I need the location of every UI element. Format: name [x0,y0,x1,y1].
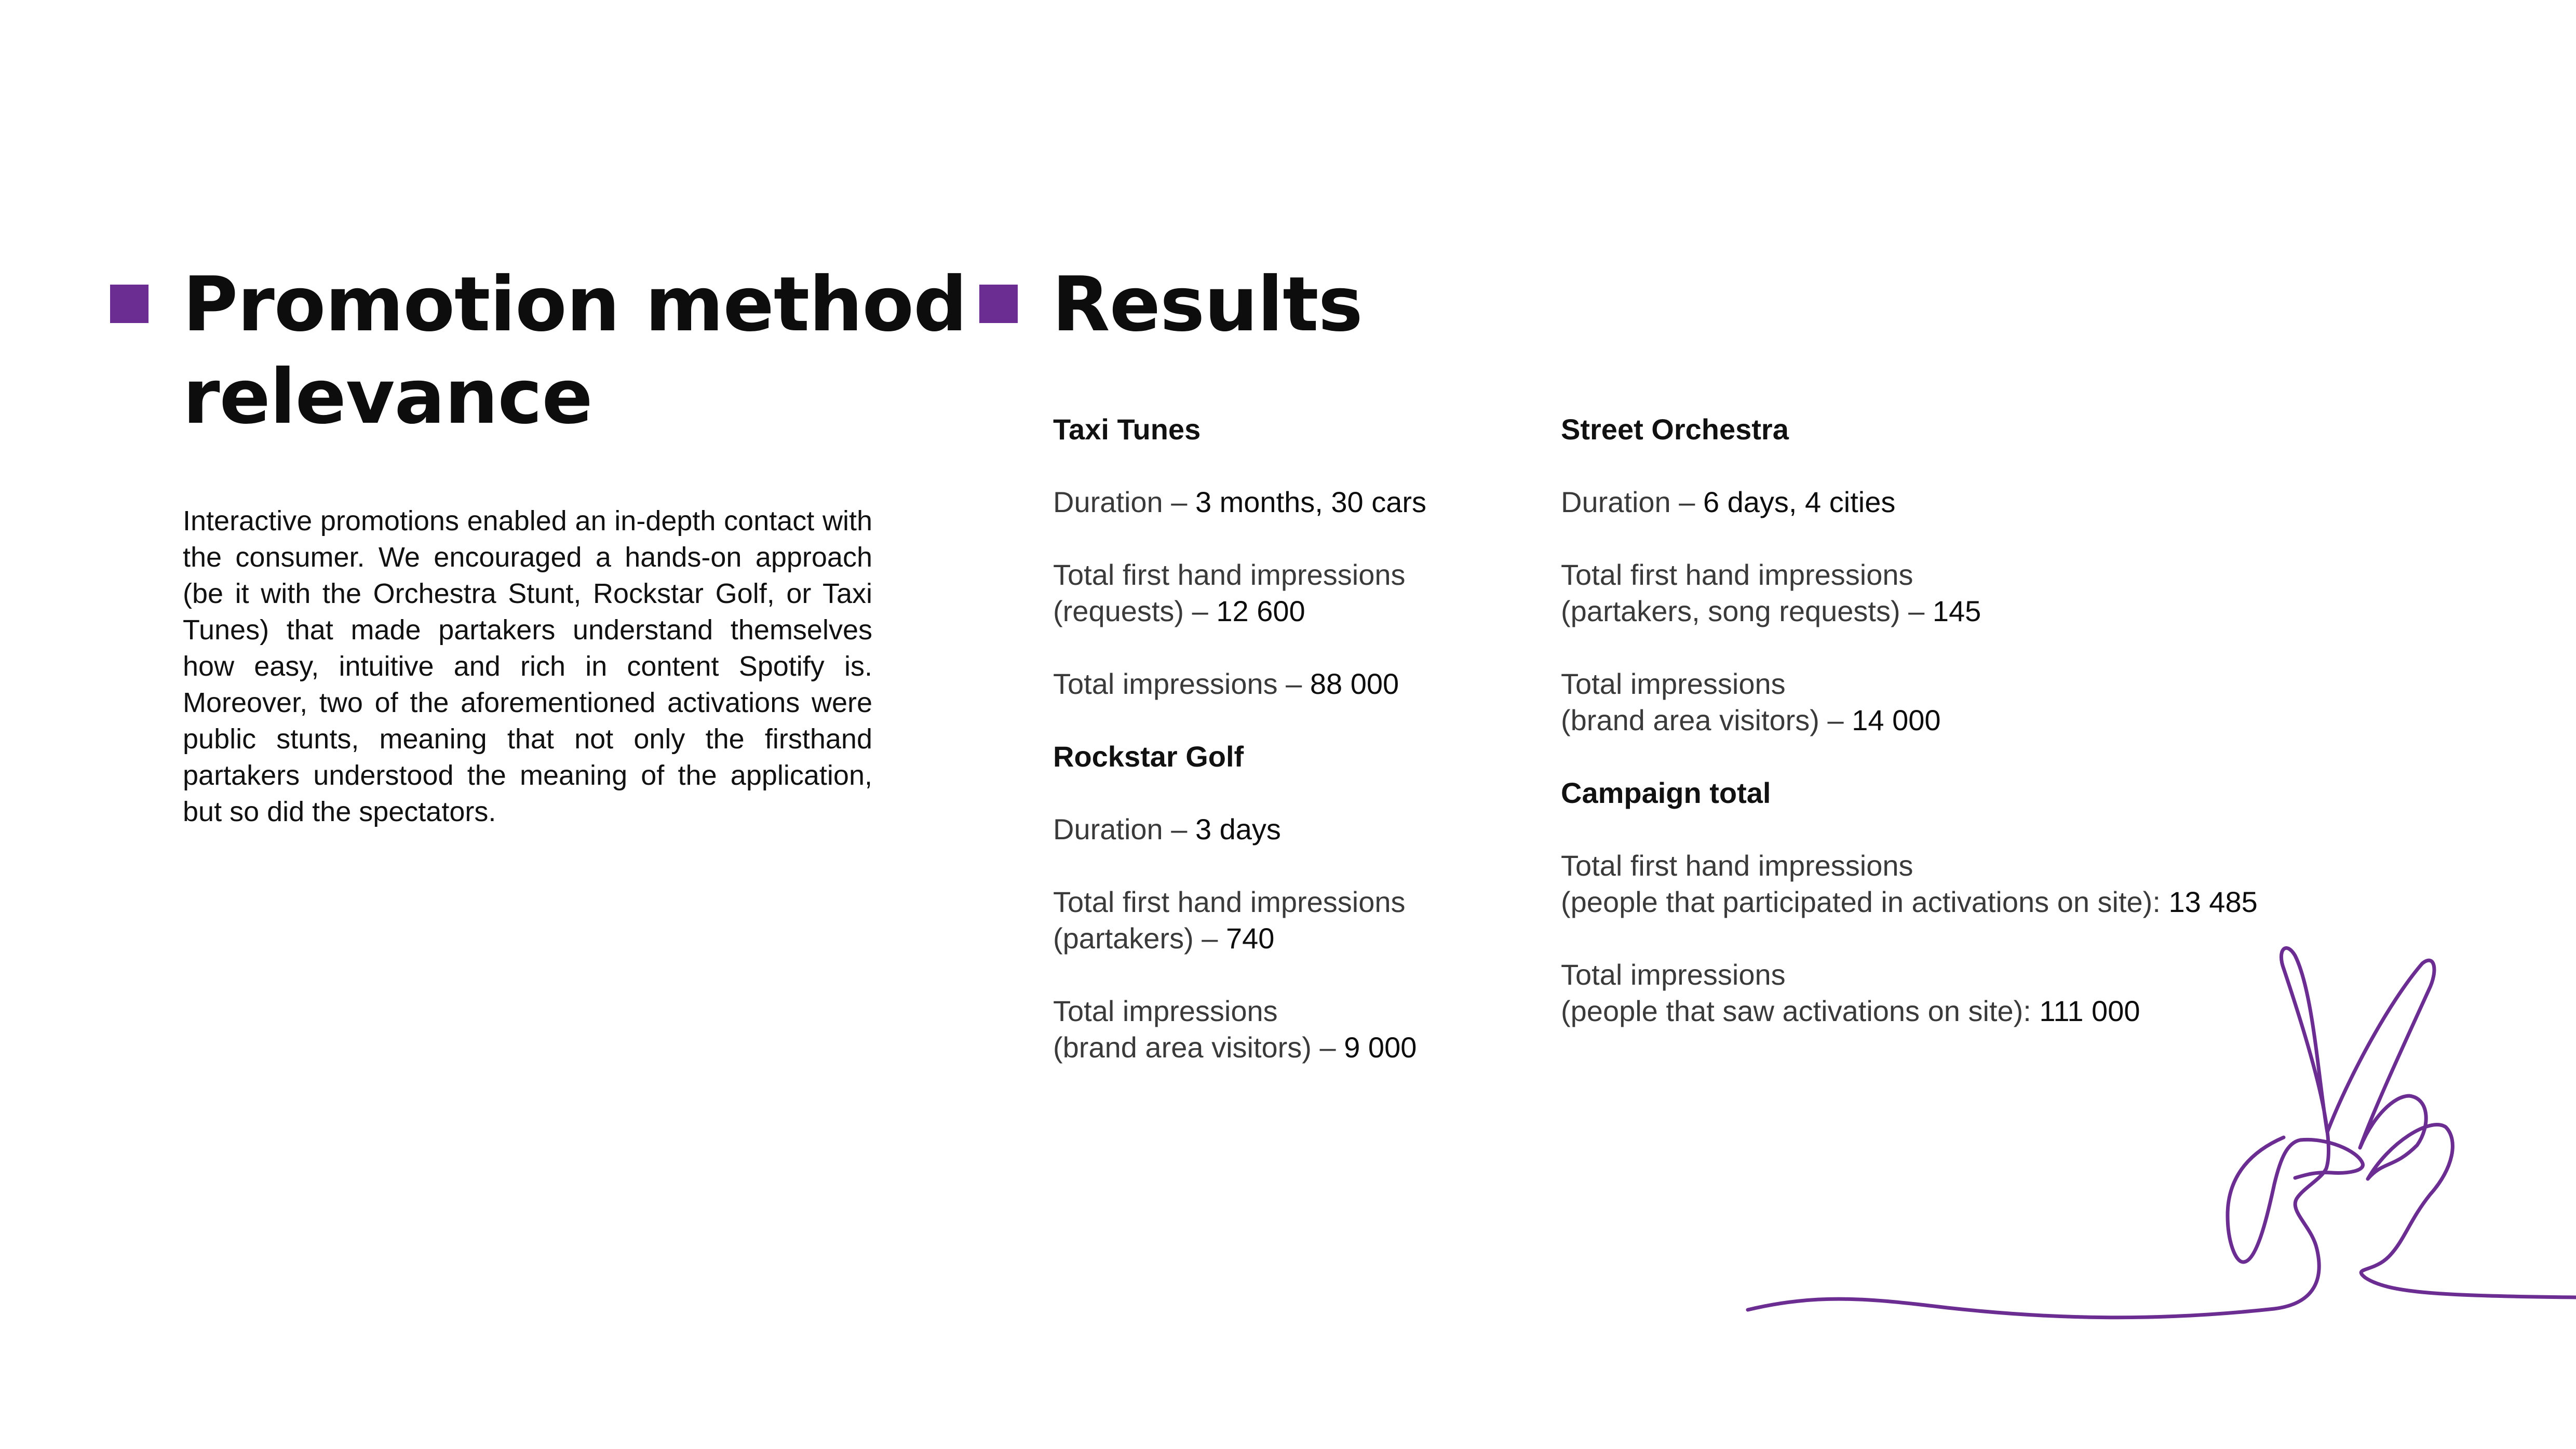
rockstar-golf-total: Total impressions (brand area visitors) – 9 000 [1053,995,1417,1064]
campaign-total-title: Campaign total [1561,776,1771,809]
street-orchestra-duration: Duration – 6 days, 4 cities [1561,486,1896,518]
taxi-tunes-total: Total impressions – 88 000 [1053,667,1399,700]
taxi-tunes-duration: Duration – 3 months, 30 cars [1053,486,1427,518]
promotion-body-text: Interactive promotions enabled an in-depth contact with the consumer. We encouraged a hands-on approach (be it with the Orchestra Stunt, Rockstar Golf, or Taxi Tunes) that made partakers understand themselves how easy, intuitive and rich in content Spotify is. Moreover, two of the aforementioned activations were public stunts, meaning that not only the firsthand partakers understood the meaning of the application, but so did the spectators. [183,505,872,827]
taxi-tunes-first-hand: Total first hand impressions (requests) – 12 600 [1053,558,1406,627]
campaign-total-first-hand: Total first hand impressions (people that participated in activations on site): 13 485 [1561,849,2258,918]
taxi-tunes-title: Taxi Tunes [1053,413,1201,446]
rockstar-golf-first-hand: Total first hand impressions (partakers) – 740 [1053,886,1406,955]
street-orchestra-first-hand: Total first hand impressions (partakers, song requests) – 145 [1561,558,1981,627]
results-heading: Results [1052,261,1363,348]
campaign-total-impressions: Total impressions (people that saw activations on site): 111 000 [1561,958,2140,1027]
heading-line-2: relevance [183,353,592,441]
street-orchestra-title: Street Orchestra [1561,413,1789,446]
rockstar-golf-title: Rockstar Golf [1053,740,1244,773]
street-orchestra-total: Total impressions (brand area visitors) – 14 000 [1561,667,1941,736]
rockstar-golf-duration: Duration – 3 days [1053,813,1281,846]
heading-line-1: Promotion method [183,261,967,348]
